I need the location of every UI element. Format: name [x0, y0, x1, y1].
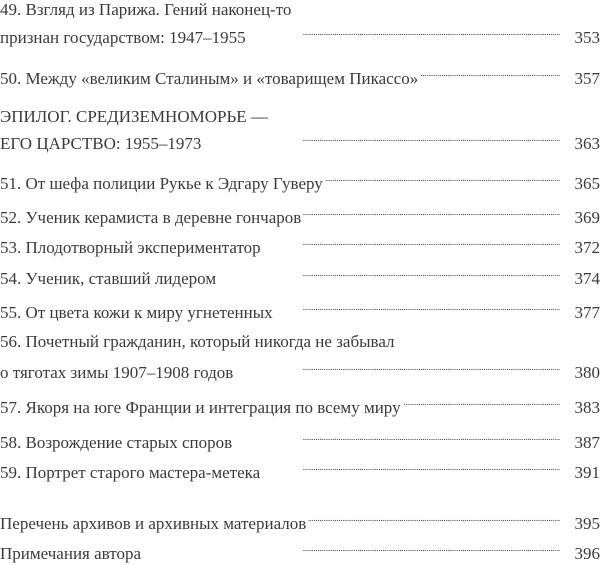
toc-epilogue-line1: [0, 106, 600, 128]
page-number: 377: [574, 303, 600, 322]
entry-title: Перечень архивов и архивных материалов: [0, 514, 307, 533]
entry-title: признан государством: 1947–1955: [0, 28, 246, 47]
page-number: 383: [574, 398, 600, 417]
toc-notes[interactable]: [0, 537, 600, 563]
dot-leader: [325, 167, 560, 189]
toc-entry-53[interactable]: [0, 231, 600, 257]
dot-leader: [303, 201, 560, 223]
page-number: 369: [574, 208, 600, 227]
entry-title: 58. Возрождение старых споров: [0, 433, 233, 452]
dot-leader: [203, 127, 560, 149]
dot-leader: [403, 391, 560, 413]
dot-leader: [262, 456, 560, 478]
toc-entry-56[interactable]: [0, 356, 600, 382]
toc-entry-49[interactable]: [0, 21, 600, 47]
entry-title: 51. От шефа полиции Рукье к Эдгару Гуверу: [0, 174, 323, 193]
page-number: 363: [574, 134, 600, 153]
page-number: 395: [574, 514, 600, 533]
dot-leader: [308, 507, 560, 529]
dot-leader: [420, 62, 560, 84]
dot-leader: [218, 262, 560, 284]
dot-leader: [248, 21, 560, 43]
dot-leader: [263, 231, 560, 253]
entry-title: 57. Якоря на юге Франции и интеграция по всему миру: [0, 398, 401, 417]
entry-title: ЭПИЛОГ. СРЕДИЗЕМНОМОРЬЕ —: [0, 107, 268, 126]
entry-title: Примечания автора: [0, 544, 142, 563]
toc-entry-55[interactable]: [0, 296, 600, 322]
dot-leader: [143, 537, 560, 559]
page-number: 396: [574, 544, 600, 563]
entry-title: 53. Плодотворный экспериментатор: [0, 238, 261, 257]
page-number: 374: [574, 269, 600, 288]
page-number: 353: [574, 28, 600, 47]
entry-title: 55. От цвета кожи к миру угнетенных: [0, 303, 273, 322]
page-number: 365: [574, 174, 600, 193]
entry-title: 56. Почетный гражданин, который никогда не забывал: [0, 332, 395, 351]
entry-title: 50. Между «великим Сталиным» и «товарищем Пикассо»: [0, 69, 419, 88]
entry-title: 52. Ученик керамиста в деревне гончаров: [0, 208, 302, 227]
entry-title: ЕГО ЦАРСТВО: 1955–1973: [0, 134, 202, 153]
toc-entry-58[interactable]: [0, 426, 600, 452]
page-number: 391: [574, 463, 600, 482]
toc-entry-57[interactable]: [0, 391, 600, 417]
dot-leader: [275, 296, 560, 318]
entry-title: 54. Ученик, ставший лидером: [0, 269, 217, 288]
entry-title: 49. Взгляд из Парижа. Гений наконец-то: [0, 0, 292, 19]
page-number: 372: [574, 238, 600, 257]
page-number: 357: [574, 69, 600, 88]
entry-title: 59. Портрет старого мастера-метека: [0, 463, 261, 482]
page-number: 387: [574, 433, 600, 452]
dot-leader: [234, 426, 560, 448]
toc-entry-54[interactable]: [0, 262, 600, 288]
toc-epilogue[interactable]: [0, 127, 600, 153]
toc-entry-49-line1: [0, 0, 600, 21]
toc-entry-52[interactable]: [0, 201, 600, 227]
toc-archives[interactable]: [0, 507, 600, 533]
page-number: 380: [574, 363, 600, 382]
toc-entry-50[interactable]: [0, 62, 600, 88]
toc-entry-56-line1: [0, 331, 600, 353]
dot-leader: [235, 356, 560, 378]
toc-entry-51[interactable]: [0, 167, 600, 193]
toc-entry-59[interactable]: [0, 456, 600, 482]
entry-title: о тяготах зимы 1907–1908 годов: [0, 363, 234, 382]
